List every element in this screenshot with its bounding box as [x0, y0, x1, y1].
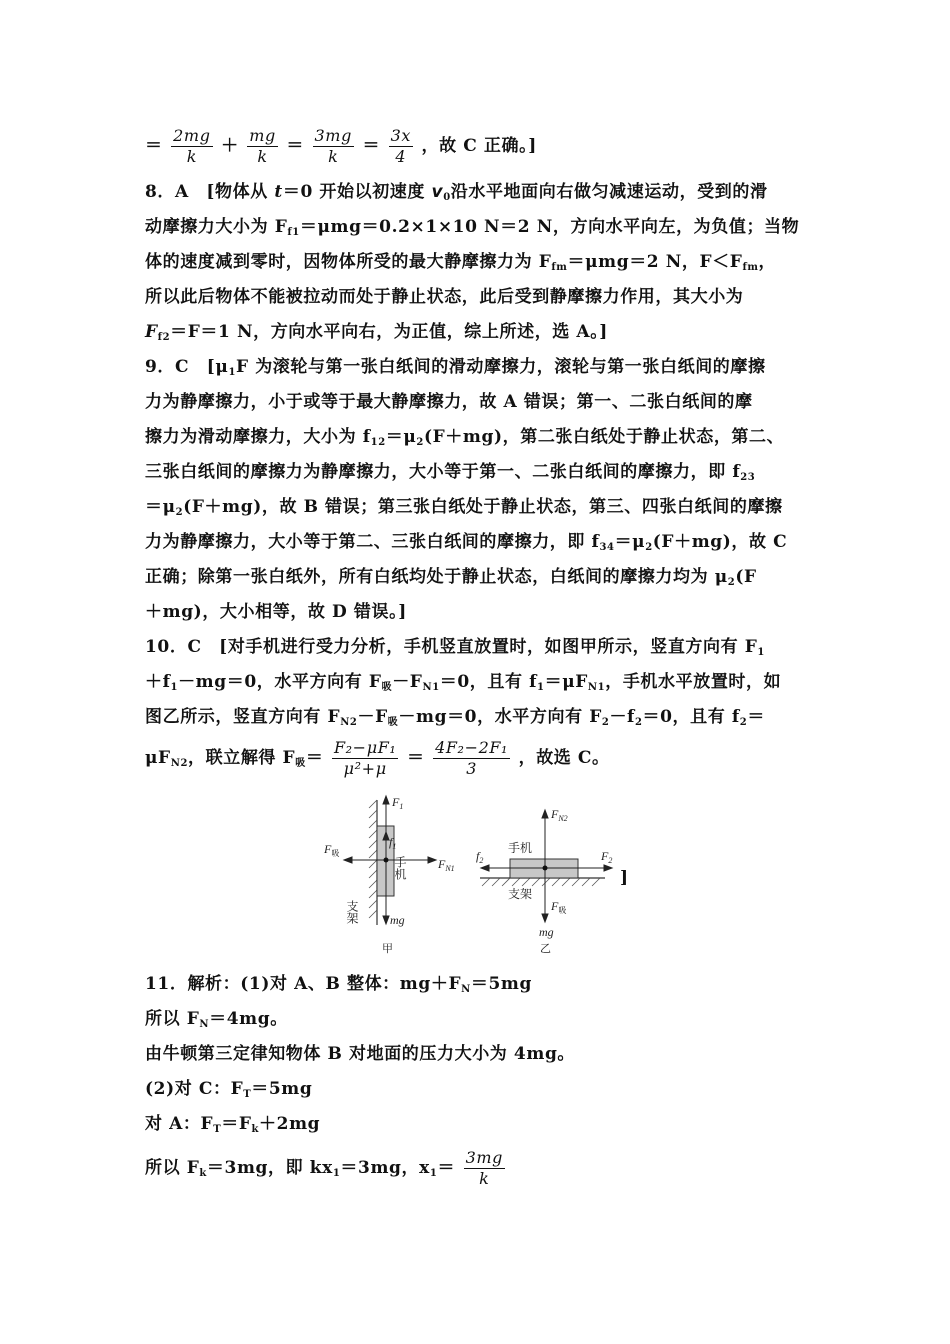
- label-mg-yi: mg: [539, 925, 554, 939]
- q9-line-4: 三张白纸间的摩擦力为静摩擦力，大小等于第一、二张白纸间的摩擦力，即 $f_{23}$: [145, 462, 756, 483]
- fraction: $\frac{3mg}{k}$: [314, 126, 352, 166]
- q9-line-3: 擦力为滑动摩擦力，大小为 $f_{12}=\mu_2(F+mg)$，第二张白纸处于静止状态，第二、: [145, 427, 785, 448]
- label-phone-jia: 手机: [393, 856, 407, 880]
- caption-jia: 甲: [382, 943, 393, 955]
- q11-line-4: (2)对 C：$F_T=5mg$: [145, 1079, 313, 1100]
- label-Fxi-yi: $F_吸$: [551, 899, 567, 915]
- q9-line-6: 力为静摩擦力，大小等于第二、三张白纸间的摩擦力，即 $f_{34}=\mu_2(F+mg)$，故 C: [145, 532, 788, 553]
- q10-line-2: $+f_1-mg=0$，水平方向有 $F_吸-F_{N1}=0$，且有 $f_1=\mu F_{N1}$，手机水平放置时，如: [145, 672, 782, 693]
- q8-line-3: 体的速度减到零时，因物体所受的最大静摩擦力为 $F_{fm}=\mu mg=2$ N，$F<F_{fm}$，: [145, 252, 777, 273]
- fraction: $\frac{\text{F₂−μF₁}}{\text{μ²+μ}}$: [333, 738, 397, 778]
- stand-ground-yi: [480, 878, 605, 886]
- q11-line-2: 所以 $F_N=4mg$。: [145, 1009, 288, 1030]
- fraction: $\frac{mg}{k}$: [249, 126, 276, 166]
- stand-wall-jia: [369, 800, 377, 925]
- fraction: $\frac{3x}{4}$: [390, 126, 411, 166]
- label-Fxi-jia: $F_吸$: [324, 842, 340, 858]
- fraction: $\frac{2mg}{k}$: [173, 126, 211, 166]
- q10-line-4: $\mu F_{N2}$，联立解得 $F_吸=$ $\frac{\text{F₂−μF₁}}{\text{μ²+μ}}$ ＝ $\frac{\text{4F₂−2F₁}}{3}$ ，故选 C。: [145, 738, 610, 778]
- q11-line-3: 由牛顿第三定律知物体 B 对地面的压力大小为 4mg。: [145, 1044, 576, 1064]
- label-mg-jia: mg: [390, 913, 405, 927]
- q8-line-2: 动摩擦力大小为 $F_{f1}=\mu mg=0.2\times 1\times 10$ N＝2 N，方向水平向左，为负值；当物: [145, 217, 800, 238]
- label-stand-yi: 支架: [508, 887, 533, 901]
- q8-line-1: 8．A [物体从 t＝0 开始以初速度 $v_0$沿水平地面向右做匀减速运动，受到的滑: [145, 182, 768, 203]
- q10-line-3: 图乙所示，竖直方向有 $F_{N2}-F_吸-mg=0$，水平方向有 $F_2-f_2=0$，且有 $f_2=$: [145, 707, 765, 728]
- equation-line-top: ＝ $\frac{2mg}{k}$ ＋ $\frac{mg}{k}$ ＝ $\frac{3mg}{k}$ ＝ $\frac{3x}{4}$ ，故 C 正确。]: [145, 126, 537, 166]
- q11-line-6: 所以 $F_k=3mg$，即 $kx_1=3mg$，$x_1=$ $\frac{3mg}{k}$: [145, 1148, 503, 1188]
- fraction: $\frac{3mg}{k}$: [465, 1148, 503, 1188]
- caption-yi: 乙: [540, 943, 551, 955]
- label-f2-yi: $f_2$: [476, 849, 484, 865]
- label-F2-yi: $F_2$: [601, 849, 613, 865]
- label-phone-yi: 手机: [508, 841, 533, 855]
- q9-line-2: 力为静摩擦力，小于或等于最大静摩擦力，故 A 错误；第一、二张白纸间的摩: [145, 392, 753, 412]
- label-stand-jia: 支架: [345, 900, 359, 924]
- label-F1-jia: $F_1$: [392, 795, 404, 811]
- q11-line-1: 11．解析：(1)对 A、B 整体：$mg+F_N=5mg$: [145, 974, 532, 995]
- q11-line-5: 对 A：$F_T=F_k+2mg$: [145, 1114, 321, 1135]
- q9-line-8: ＋mg)，大小相等，故 D 错误。]: [145, 602, 407, 622]
- fraction: $\frac{\text{4F₂−2F₁}}{3}$: [435, 738, 509, 778]
- q9-line-1: 9．C [$\mu_1F$ 为滚轮与第一张白纸间的滑动摩擦力，滚轮与第一张白纸间的摩擦: [145, 357, 766, 378]
- label-f1-jia: $f_1$: [389, 835, 397, 851]
- q8-line-4: 所以此后物体不能被拉动而处于静止状态，此后受到静摩擦力作用，其大小为: [145, 287, 744, 307]
- q9-line-7: 正确；除第一张白纸外，所有白纸均处于静止状态，白纸间的摩擦力均为 $\mu_2(F$: [145, 567, 757, 588]
- q10-end-bracket: ]: [620, 868, 629, 888]
- label-FN1-jia: $F_{N1}$: [438, 857, 455, 873]
- q9-line-5: $=\mu_2(F+mg)$，故 B 错误；第三张白纸处于静止状态，第三、四张白纸间的摩擦: [145, 497, 783, 518]
- q10-line-1: 10．C [对手机进行受力分析，手机竖直放置时，如图甲所示，竖直方向有 $F_1$: [145, 637, 765, 658]
- label-FN2-yi: $F_{N2}$: [551, 807, 568, 823]
- q8-line-5: $F_{f2}=F=1$ N，方向水平向右，为正值，综上所述，选 A。]: [145, 322, 608, 343]
